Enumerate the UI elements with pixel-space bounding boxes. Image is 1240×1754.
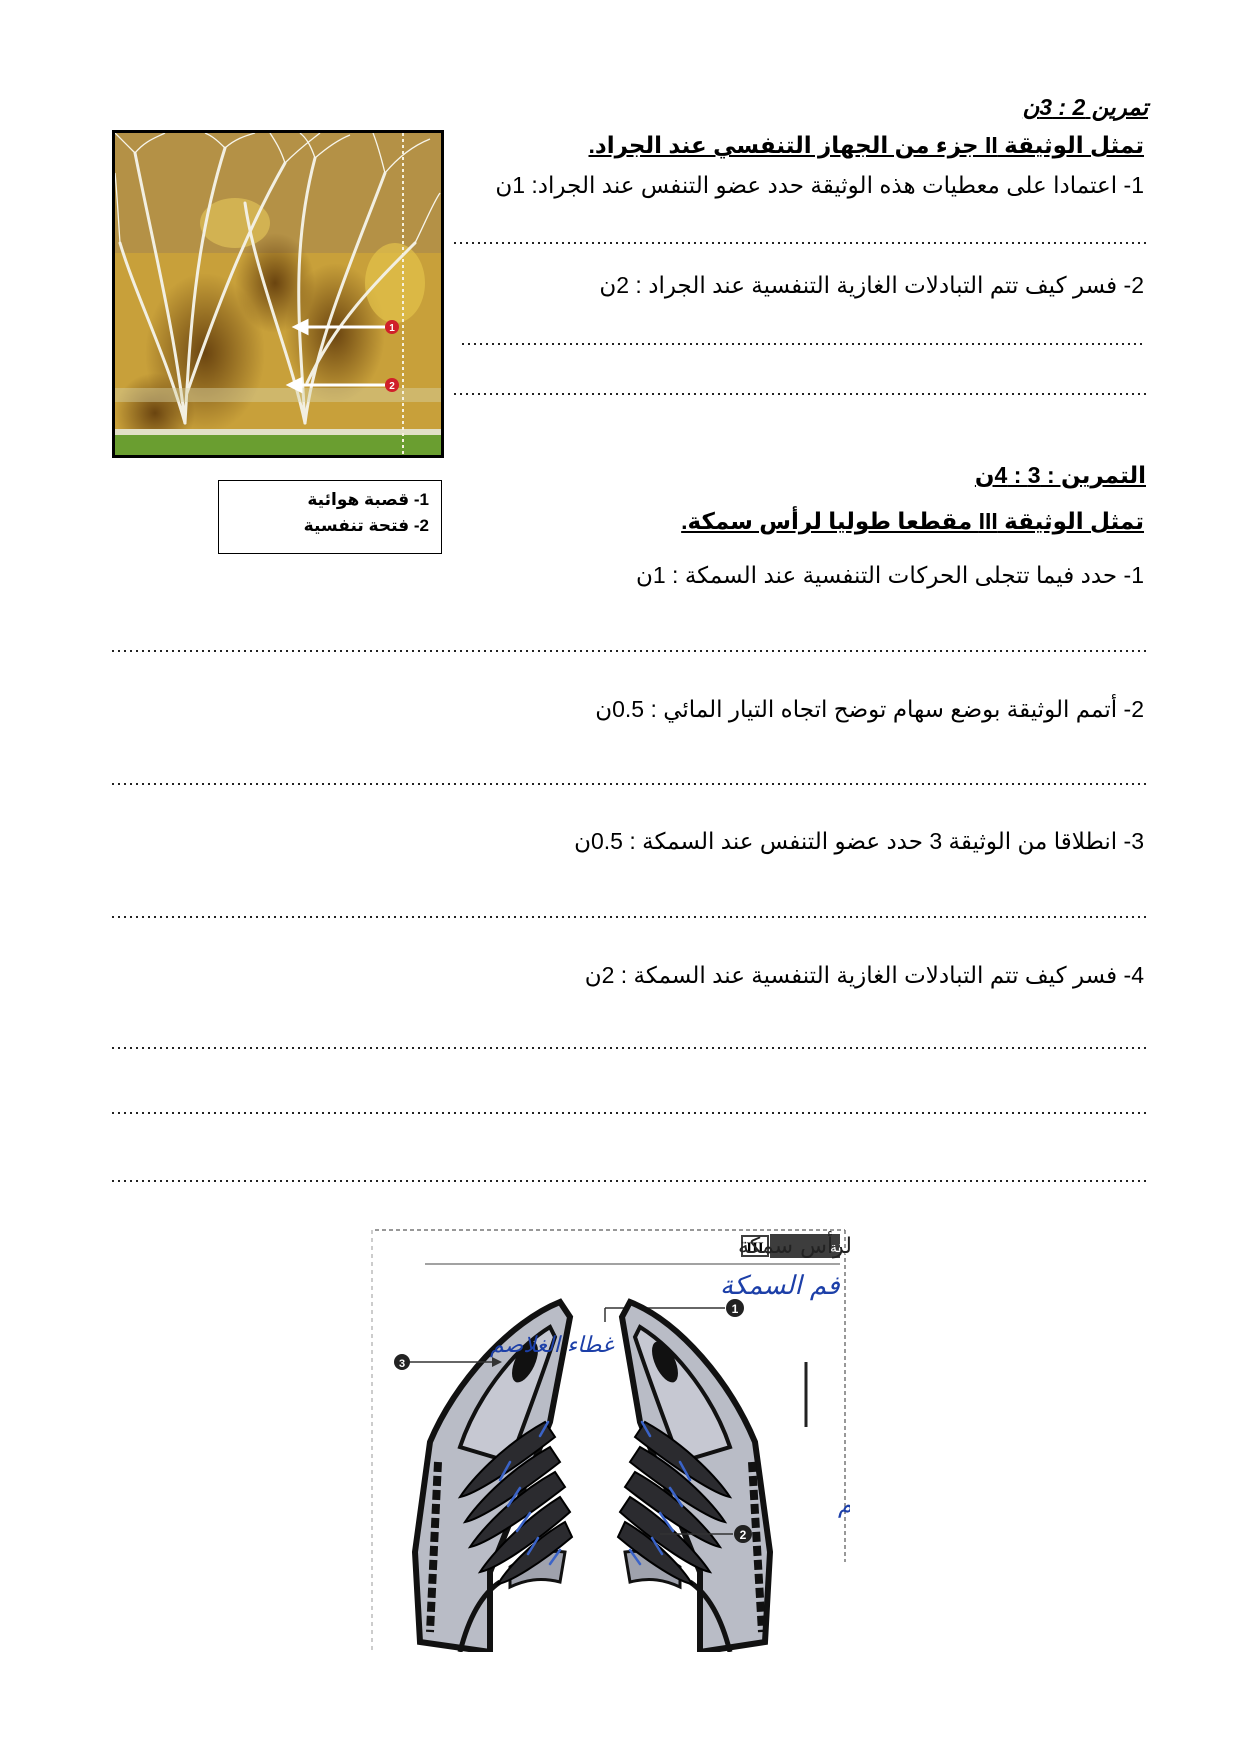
exercise2-heading: تمثل الوثيقة II جزء من الجهاز التنفسي عند الجراد. xyxy=(588,132,1144,158)
fish-marker-3: 3 xyxy=(398,1358,406,1370)
fish-caption: لرأس سمكة xyxy=(738,1234,850,1259)
legend-item-spiracle: 2- فتحة تنفسية xyxy=(303,516,429,535)
handwritten-mouth-label: فم السمكة xyxy=(720,1271,840,1301)
exercise3-question-1: 1- حدد فيما تتجلى الحركات التنفسية عند السمكة : 1ن xyxy=(635,562,1144,588)
fish-head-diagram xyxy=(360,1222,850,1652)
handwritten-gills-label xyxy=(838,1490,850,1518)
marker-1: 1 xyxy=(389,323,395,334)
answer-line[interactable] xyxy=(110,1112,1146,1114)
answer-line[interactable] xyxy=(110,1180,1146,1182)
exercise2-question-1: 1- اعتمادا على معطيات هذه الوثيقة حدد عضو التنفس عند الجراد: 1ن xyxy=(495,172,1144,198)
locust-respiratory-photo xyxy=(112,130,444,458)
answer-line[interactable] xyxy=(110,1047,1146,1049)
legend-item-trachea: 1- قصبة هوائية xyxy=(307,490,429,509)
tracheae-illustration xyxy=(115,133,441,455)
exercise3-question-4: 4- فسر كيف تتم التبادلات الغازية التنفسية عند السمكة : 2ن xyxy=(584,962,1144,988)
fish-marker-1: 1 xyxy=(731,1302,739,1316)
fish-marker-2: 2 xyxy=(739,1528,747,1542)
answer-line[interactable] xyxy=(110,650,1146,652)
exercise3-title: التمرين : 3 : 4ن xyxy=(974,462,1146,488)
exercise2-question-2: 2- فسر كيف تتم التبادلات الغازية التنفسية عند الجراد : 2ن xyxy=(599,272,1144,298)
exercise3-question-3: 3- انطلاقا من الوثيقة 3 حدد عضو التنفس عند السمكة : 0.5ن xyxy=(574,828,1144,854)
marker-2: 2 xyxy=(389,381,395,392)
handwritten-operculum-label: غطاء الغلاصم xyxy=(490,1333,614,1358)
answer-line[interactable] xyxy=(452,242,1146,244)
answer-line[interactable] xyxy=(460,343,1146,345)
exercise3-heading: تمثل الوثيقة III مقطعا طوليا لرأس سمكة. xyxy=(681,508,1144,534)
answer-line[interactable] xyxy=(452,393,1146,395)
doc-label: يقة xyxy=(830,1240,849,1256)
locust-legend xyxy=(218,480,442,554)
exercise3-question-2: 2- أتمم الوثيقة بوضع سهام توضح اتجاه التيار المائي : 0.5ن xyxy=(595,696,1144,722)
fish-head-drawing xyxy=(360,1222,850,1652)
doc-number: III xyxy=(746,1240,764,1256)
answer-line[interactable] xyxy=(110,783,1146,785)
exercise2-title: تمرين 2 : 3ن xyxy=(1022,94,1148,120)
answer-line[interactable] xyxy=(110,916,1146,918)
